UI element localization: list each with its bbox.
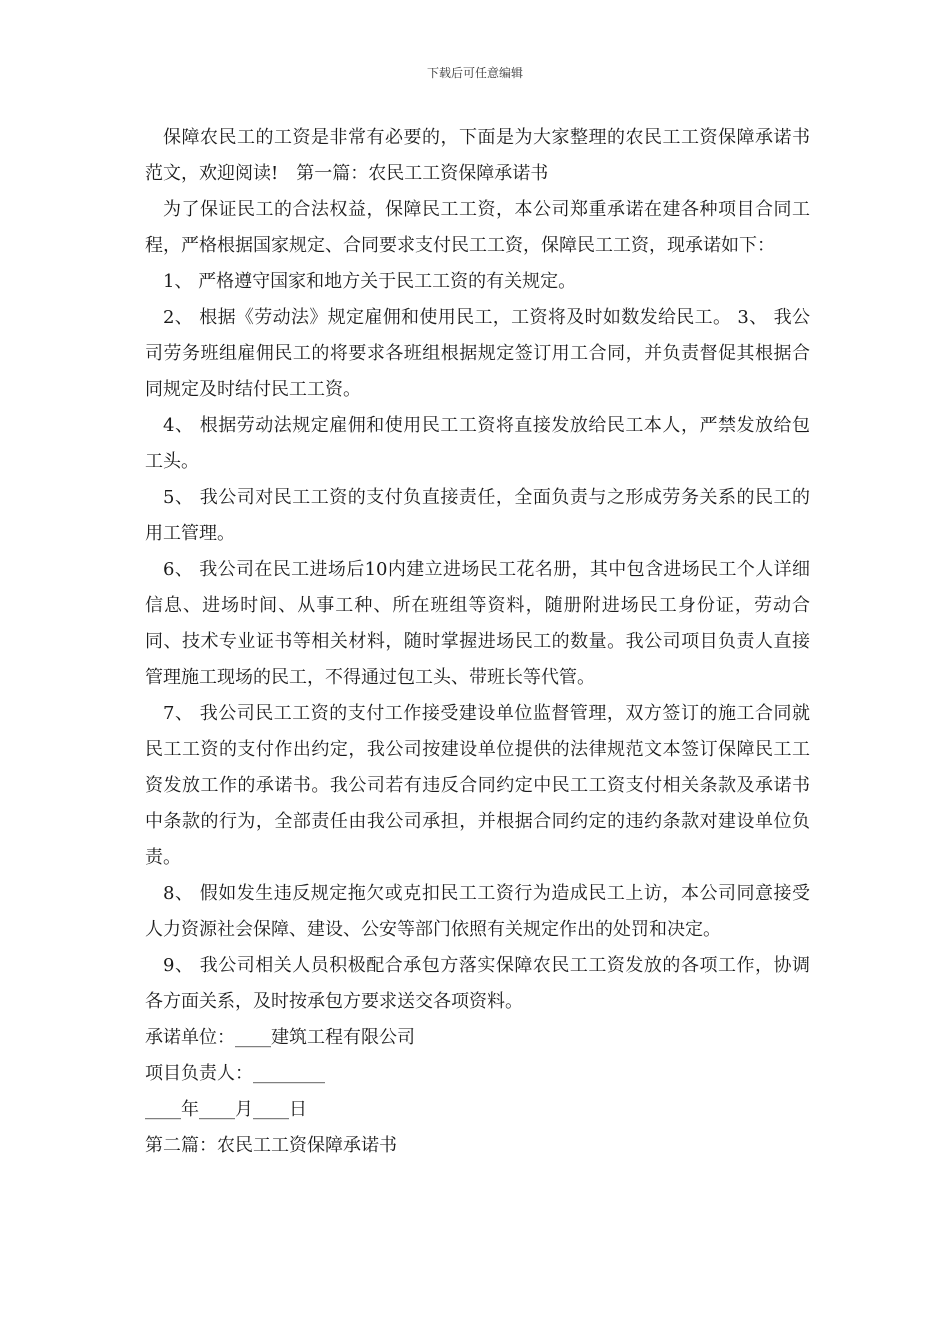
clause-6: 6、 我公司在民工进场后10内建立进场民工花名册，其中包含进场民工个人详细信息、进场时间、从事工种、所在班组等资料，随册附进场民工身份证，劳动合同、技术专业证书等相关材料，随时掌握进场民工的数量。我公司项目负责人直接管理施工现场的民工，不得通过包工头、带班长等代管。 — [145, 559, 810, 688]
page-header: 下载后可任意编辑 — [426, 66, 523, 80]
signature-person: 项目负责人：________ — [145, 1063, 325, 1084]
commitment-preamble: 为了保证民工的合法权益，保障民工工资，本公司郑重承诺在建各种项目合同工程，严格根据国家规定、合同要求支付民工工资，保障民工工资，现承诺如下： — [145, 199, 810, 256]
second-section-title: 第二篇：农民工工资保障承诺书 — [145, 1135, 397, 1156]
signature-unit: 承诺单位：____建筑工程有限公司 — [145, 1027, 415, 1048]
clause-1: 1、 严格遵守国家和地方关于民工工资的有关规定。 — [163, 271, 577, 292]
clause-4: 4、 根据劳动法规定雇佣和使用民工工资将直接发放给民工本人，严禁发放给包工头。 — [145, 415, 810, 472]
intro-paragraph: 保障农民工的工资是非常有必要的，下面是为大家整理的农民工工资保障承诺书范文，欢迎阅读! 第一篇：农民工工资保障承诺书 — [145, 127, 810, 184]
clause-9: 9、 我公司相关人员积极配合承包方落实保障农民工工资发放的各项工作，协调各方面关系，及时按承包方要求送交各项资料。 — [145, 955, 810, 1012]
signature-date: ____年____月____日 — [145, 1099, 307, 1120]
clause-8: 8、 假如发生违反规定拖欠或克扣民工工资行为造成民工上访，本公司同意接受人力资源社会保障、建设、公安等部门依照有关规定作出的处罚和决定。 — [145, 883, 810, 940]
clause-7: 7、 我公司民工工资的支付工作接受建设单位监督管理，双方签订的施工合同就民工工资的支付作出约定，我公司按建设单位提供的法律规范文本签订保障民工工资发放工作的承诺书。我公司若有违反合同约定中民工工资支付相关条款及承诺书中条款的行为，全部责任由我公司承担，并根据合同约定的违约条款对建设单位负责。 — [145, 703, 810, 868]
clause-5: 5、 我公司对民工工资的支付负直接责任，全面负责与之形成劳务关系的民工的用工管理。 — [145, 487, 810, 544]
document-body — [145, 120, 810, 1164]
clause-2-3: 2、 根据《劳动法》规定雇佣和使用民工，工资将及时如数发给民工。 3、 我公司劳务班组雇佣民工的将要求各班组根据规定签订用工合同，并负责督促其根据合同规定及时结付民工工资。 — [145, 307, 810, 400]
